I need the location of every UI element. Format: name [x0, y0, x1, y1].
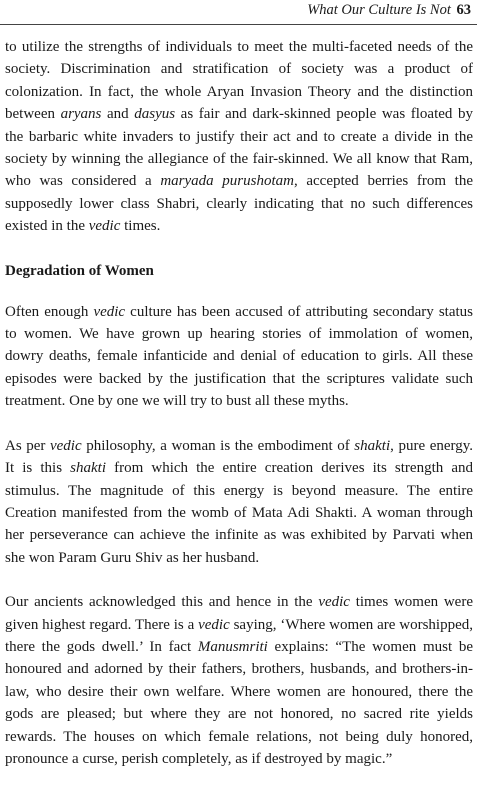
paragraph-accusation	[5, 301, 473, 413]
italic-term: shakti	[70, 460, 106, 477]
text-run: times women were given highest regard. There is a	[5, 594, 473, 633]
page-number: 63	[456, 2, 471, 18]
text-run: Often enough	[5, 303, 94, 320]
text-run: and	[101, 106, 135, 123]
paragraph-manusmriti	[5, 591, 473, 770]
italic-term: vedic	[318, 594, 350, 611]
italic-term: vedic	[93, 303, 126, 320]
italic-term: vedic	[198, 616, 230, 633]
text-run: from which the entire creation derives its strength and stimulus. The magnitude of this energy is beyond measure. The entire Creation manifested from the womb of Mata Adi Shakti. A woman through her perseverance can achieve the infinite as was exhibited by Parvati when she won Param Guru Shiv as her husband.	[5, 460, 473, 566]
text-run: saying, ‘Where women are worshipped, there the gods dwell.’ In fact	[5, 616, 473, 655]
italic-term: Manusmriti	[197, 638, 268, 655]
page-body	[5, 36, 473, 770]
italic-term: vedic	[88, 218, 121, 235]
text-run: , accepted berries from the supposedly lower class Shabri, clearly indicating that no such differences existed in the	[5, 173, 473, 235]
text-run: As per	[5, 437, 50, 454]
text-run: as fair and dark-skinned people was floated by the barbaric white invaders to justify their act and to create a divide in the society by winning the allegiance of the fair-skinned. We all know that Ram, who was considered a	[5, 106, 473, 190]
italic-term: vedic	[49, 437, 82, 454]
italic-term: maryada purushotam	[160, 173, 294, 190]
running-title: What Our Culture Is Not	[307, 2, 451, 18]
header-rule	[0, 24, 477, 25]
running-header	[307, 2, 471, 19]
text-run: explains: “The women must be honoured and adorned by their fathers, brothers, husbands, and brothers-in-law, who desire their own welfare. Where women are honoured, there the gods are pleased; but where they are not honored, no sacred rite yields rewards. The houses on which female relations, not being duly honored, pronounce a curse, perish completely, as if destroyed by magic.”	[5, 638, 474, 767]
text-run: , pure energy. It is this	[5, 437, 474, 477]
paragraph-shakti	[5, 435, 473, 569]
text-run: philosophy, a woman is the embodiment of	[81, 437, 355, 454]
text-run: times.	[120, 218, 161, 235]
paragraph-colonization	[5, 36, 473, 238]
italic-term: shakti	[354, 437, 391, 454]
text-run: to utilize the strengths of individuals to meet the multi-faceted needs of the society. Discrimination and stratification of society was a product of colonization. In fact, the whole Aryan Invasion Theory and the distinction between	[5, 39, 473, 123]
italic-term: dasyus	[134, 106, 176, 123]
section-heading: Degradation of Women	[5, 262, 154, 279]
text-run: culture has been accused of attributing secondary status to women. We have grown up hearing stories of immolation of women, dowry deaths, female infanticide and denial of education to girls. All these episodes were backed by the justification that the scriptures validate such treatment. One by one we will try to bust all these myths.	[5, 303, 474, 410]
text-run: Our ancients acknowledged this and hence in the	[5, 594, 319, 611]
italic-term: aryans	[60, 106, 102, 123]
